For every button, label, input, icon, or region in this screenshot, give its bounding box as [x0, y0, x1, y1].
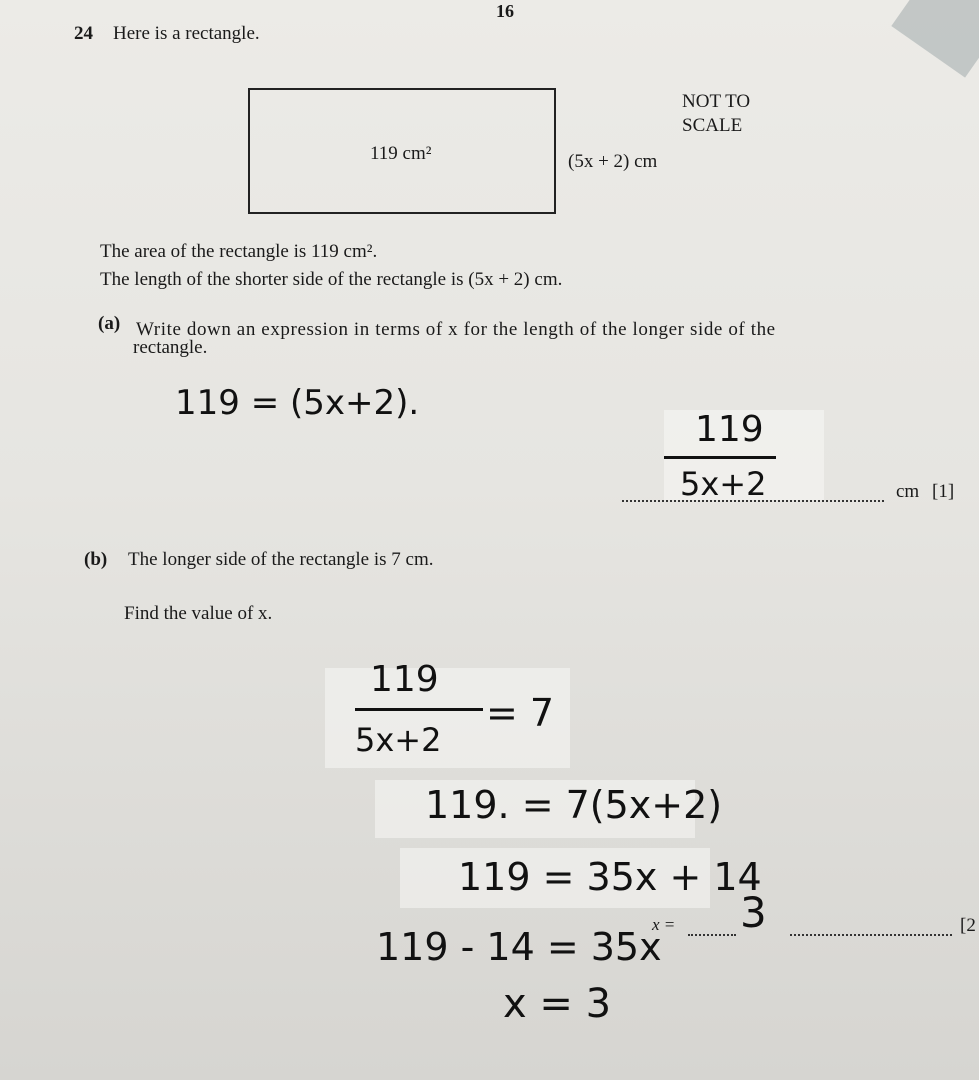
part-b-answer-prefix: x = — [652, 915, 676, 934]
statement-area: The area of the rectangle is 119 cm². — [100, 241, 378, 262]
b-working-line4: 119 - 14 = 35x — [376, 925, 662, 969]
part-b-text: The longer side of the rectangle is 7 cm. — [128, 549, 434, 570]
b-working-line2: 119. = 7(5x+2) — [425, 783, 723, 827]
side-label: (5x + 2) cm — [568, 151, 658, 172]
part-a-label: (a) — [98, 313, 121, 334]
page-number: 16 — [496, 1, 514, 21]
statement-shorter-side: The length of the shorter side of the rectangle is (5x + 2) cm. — [100, 269, 563, 290]
part-b-answer-line-left — [688, 934, 736, 936]
part-b-instruction: Find the value of x. — [124, 603, 273, 624]
part-b-label: (b) — [84, 549, 108, 570]
part-a-answer-denominator: 5x+2 — [680, 465, 767, 503]
b-working-rhs: = 7 — [486, 691, 555, 735]
part-a-answer-numerator: 119 — [695, 409, 764, 450]
b-working-line5: x = 3 — [503, 981, 612, 1027]
not-to-scale-line2: SCALE — [682, 115, 743, 136]
part-b-answer-line-right — [790, 934, 952, 936]
part-b-answer: 3 — [740, 888, 767, 937]
b-working-denominator: 5x+2 — [355, 721, 442, 759]
b-working-numerator: 119 — [370, 659, 439, 700]
part-b-marks: [2 — [960, 915, 976, 936]
question-number: 24 — [74, 23, 93, 44]
page-corner-shadow — [891, 0, 979, 78]
part-a-text-line2: rectangle. — [133, 337, 208, 358]
question-intro: Here is a rectangle. — [113, 23, 260, 44]
part-a-answer-line — [622, 500, 884, 502]
area-label: 119 cm² — [370, 143, 432, 164]
part-a-text-line1: Write down an expression in terms of x for the length of the longer side of the — [136, 319, 776, 340]
part-a-fraction-bar — [664, 456, 776, 459]
part-a-marks: [1] — [932, 481, 955, 502]
part-a-working: 119 = (5x+2). — [175, 383, 420, 423]
not-to-scale-line1: NOT TO — [682, 91, 751, 112]
b-working-fraction-bar — [355, 708, 483, 711]
b-working-line3: 119 = 35x + 14 — [458, 855, 762, 899]
part-a-unit: cm — [896, 481, 920, 502]
